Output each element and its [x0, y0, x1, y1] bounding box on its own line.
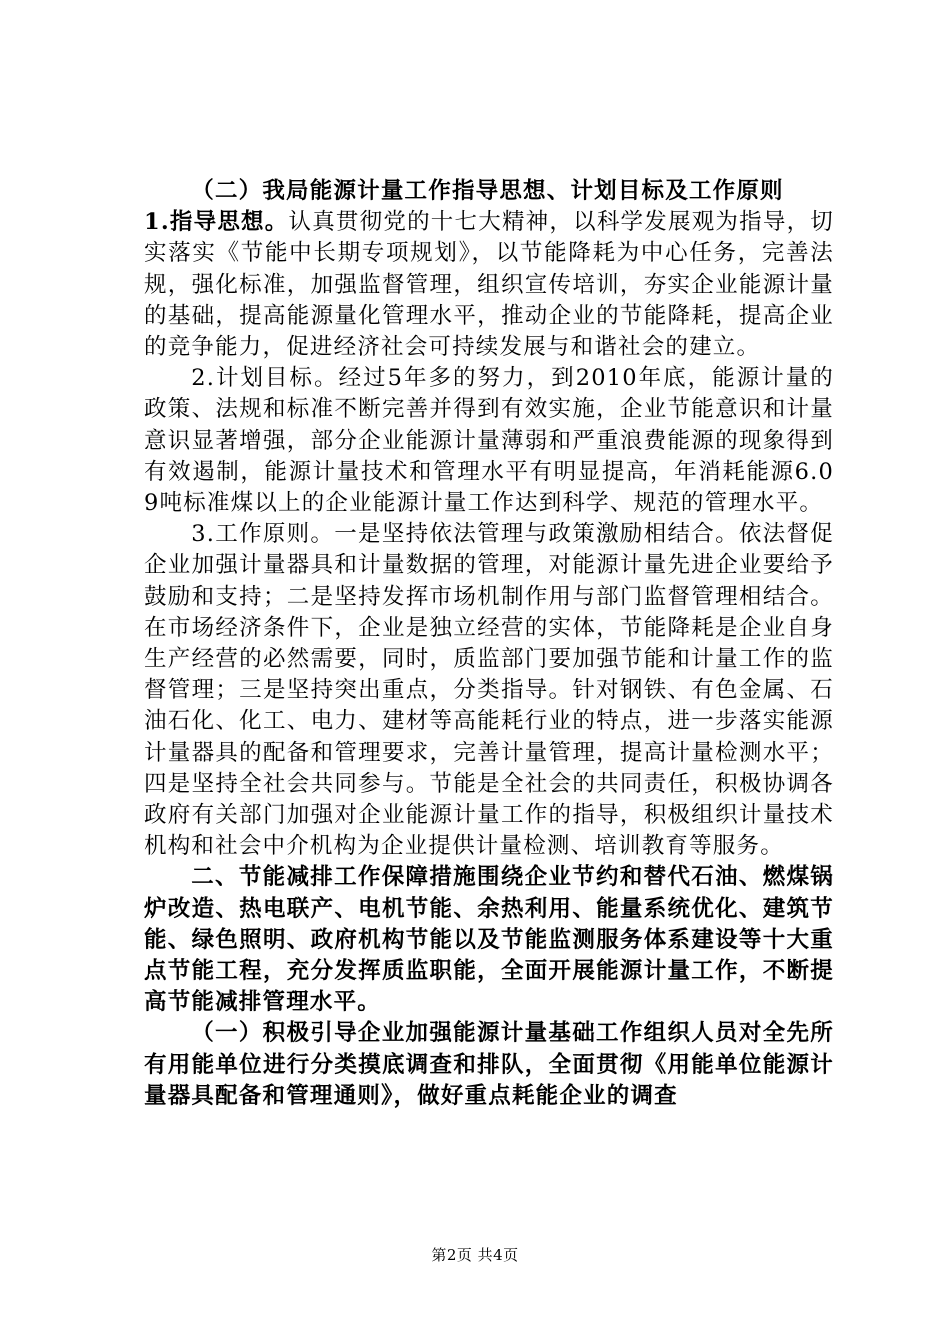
paragraph-text: （二）我局能源计量工作指导思想、计划目标及工作原则	[191, 178, 784, 204]
paragraph-lead: 1.指导思想。	[144, 209, 289, 236]
paragraph-text: 2.计划目标。经过5年多的努力，到2010年底，能源计量的政策、法规和标准不断完善并得到有效实施，企业节能意识和计量意识显著增强，部分企业能源计量薄弱和严重浪费能源的现象得到有效遏制，能源计量技术和管理水平有明显提高，年消耗能源6.09吨标准煤以上的企业能源计量工作达到科学、规范的管理水平。	[144, 365, 834, 517]
paragraph-plan-target	[144, 363, 834, 519]
page-number-footer: 第2页 共4页	[431, 1246, 519, 1264]
document-body	[144, 176, 834, 1112]
section-heading-2	[144, 862, 834, 1018]
paragraph-text: 二、节能减排工作保障措施围绕企业节约和替代石油、燃煤锅炉改造、热电联产、电机节能、余热利用、能量系统优化、建筑节能、绿色照明、政府机构节能以及节能监测服务体系建设等十大重点节能工程，充分发挥质监职能，全面开展能源计量工作，不断提高节能减排管理水平。	[144, 864, 834, 1016]
paragraph-text: （一）积极引导企业加强能源计量基础工作组织人员对全先所有用能单位进行分类摸底调查和排队，全面贯彻《用能单位能源计量器具配备和管理通则》，做好重点耗能企业的调查	[144, 1020, 834, 1109]
section-heading-2-2	[144, 176, 834, 207]
paragraph-guiding-ideology	[144, 207, 834, 363]
paragraph-text: 3.工作原则。一是坚持依法管理与政策激励相结合。依法督促企业加强计量器具和计量数据的管理，对能源计量先进企业要给予鼓励和支持；二是坚持发挥市场机制作用与部门监督管理相结合。在市场经济条件下，企业是独立经营的实体，节能降耗是企业自身生产经营的必然需要，同时，质监部门要加强节能和计量工作的监督管理；三是坚持突出重点，分类指导。针对钢铁、有色金属、石油石化、化工、电力、建材等高能耗行业的特点，进一步落实能源计量器具的配备和管理要求，完善计量管理，提高计量检测水平；四是坚持全社会共同参与。节能是全社会的共同责任，积极协调各政府有关部门加强对企业能源计量工作的指导，积极组织计量技术机构和社会中介机构为企业提供计量检测、培训教育等服务。	[144, 521, 834, 860]
paragraph-work-principles	[144, 519, 834, 862]
section-heading-2-1	[144, 1018, 834, 1112]
paragraph-text: 认真贯彻党的十七大精神，以科学发展观为指导，切实落实《节能中长期专项规划》，以节能降耗为中心任务，完善法规，强化标准，加强监督管理，组织宣传培训，夯实企业能源计量的基础，提高能源量化管理水平，推动企业的节能降耗，提高企业的竞争能力，促进经济社会可持续发展与和谐社会的建立。	[144, 209, 834, 361]
